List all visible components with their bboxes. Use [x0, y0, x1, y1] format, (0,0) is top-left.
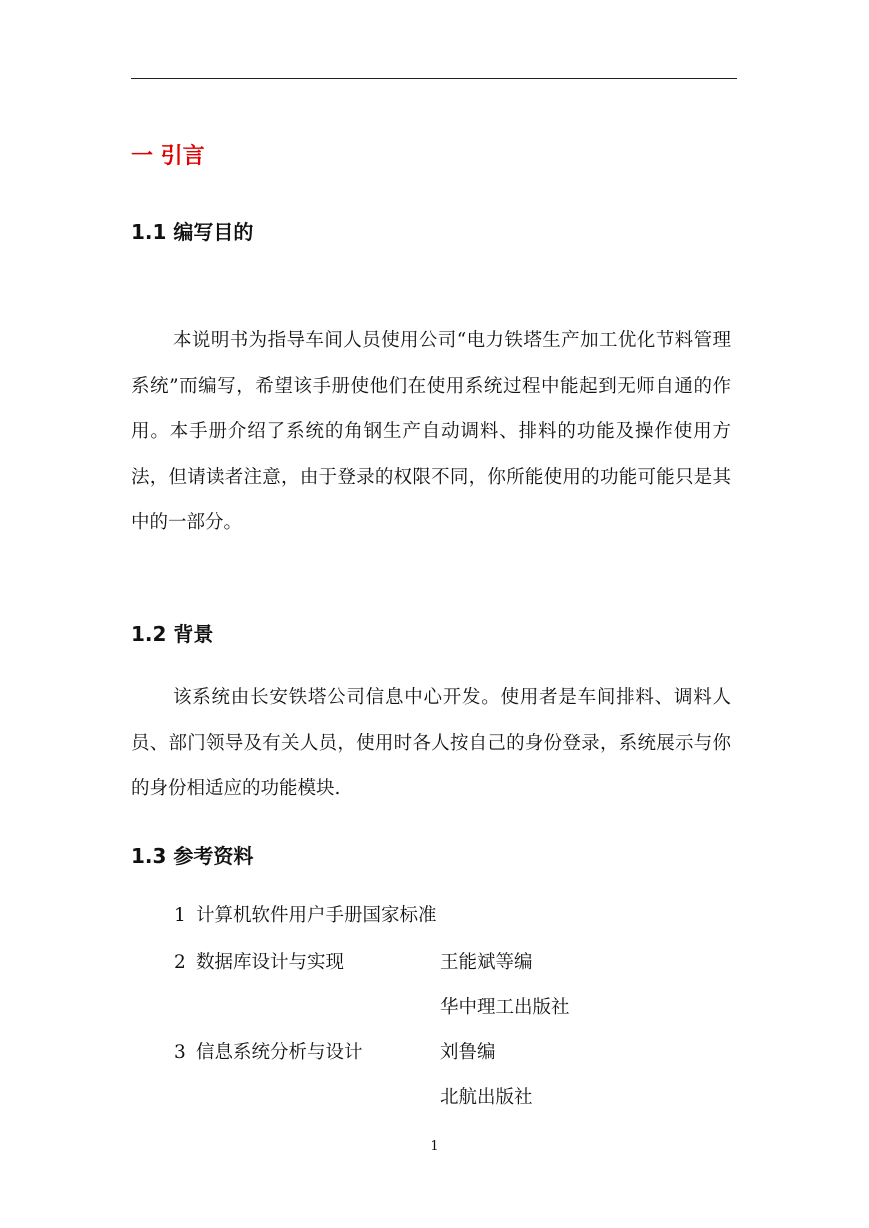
- reference-index: 3: [174, 1042, 186, 1063]
- section-title-purpose: 1.1 编写目的: [131, 220, 254, 244]
- reference-title: 计算机软件用户手册国家标准: [196, 905, 437, 926]
- section-paragraph-background: 该系统由长安铁塔公司信息中心开发。使用者是车间排料、调料人员、部门领导及有关人员，使用时各人按自己的身份登录，系统展示与你的身份相适应的功能模块.: [131, 687, 731, 799]
- chapter-title: 一 引言: [131, 144, 205, 169]
- reference-index: 1: [174, 905, 186, 926]
- reference-publisher: 华中理工出版社: [440, 997, 570, 1018]
- reference-author: 王能斌等编: [440, 952, 533, 973]
- reference-title: 信息系统分析与设计: [196, 1042, 363, 1063]
- section-title-references: 1.3 参考资料: [131, 844, 254, 868]
- reference-title: 数据库设计与实现: [196, 952, 345, 973]
- page-number: 1: [430, 1139, 439, 1154]
- reference-author: 刘鲁编: [440, 1042, 496, 1063]
- reference-index: 2: [174, 952, 186, 973]
- header-rule: [131, 78, 737, 79]
- reference-publisher: 北航出版社: [440, 1087, 533, 1108]
- section-title-background: 1.2 背景: [131, 622, 214, 646]
- section-paragraph-purpose: 本说明书为指导车间人员使用公司“电力铁塔生产加工优化节料管理系统”而编写，希望该手册使他们在使用系统过程中能起到无师自通的作用。本手册介绍了系统的角钢生产自动调料、排料的功能及操作使用方法，但请读者注意，由于登录的权限不同，你所能使用的功能可能只是其中的一部分。: [131, 330, 731, 533]
